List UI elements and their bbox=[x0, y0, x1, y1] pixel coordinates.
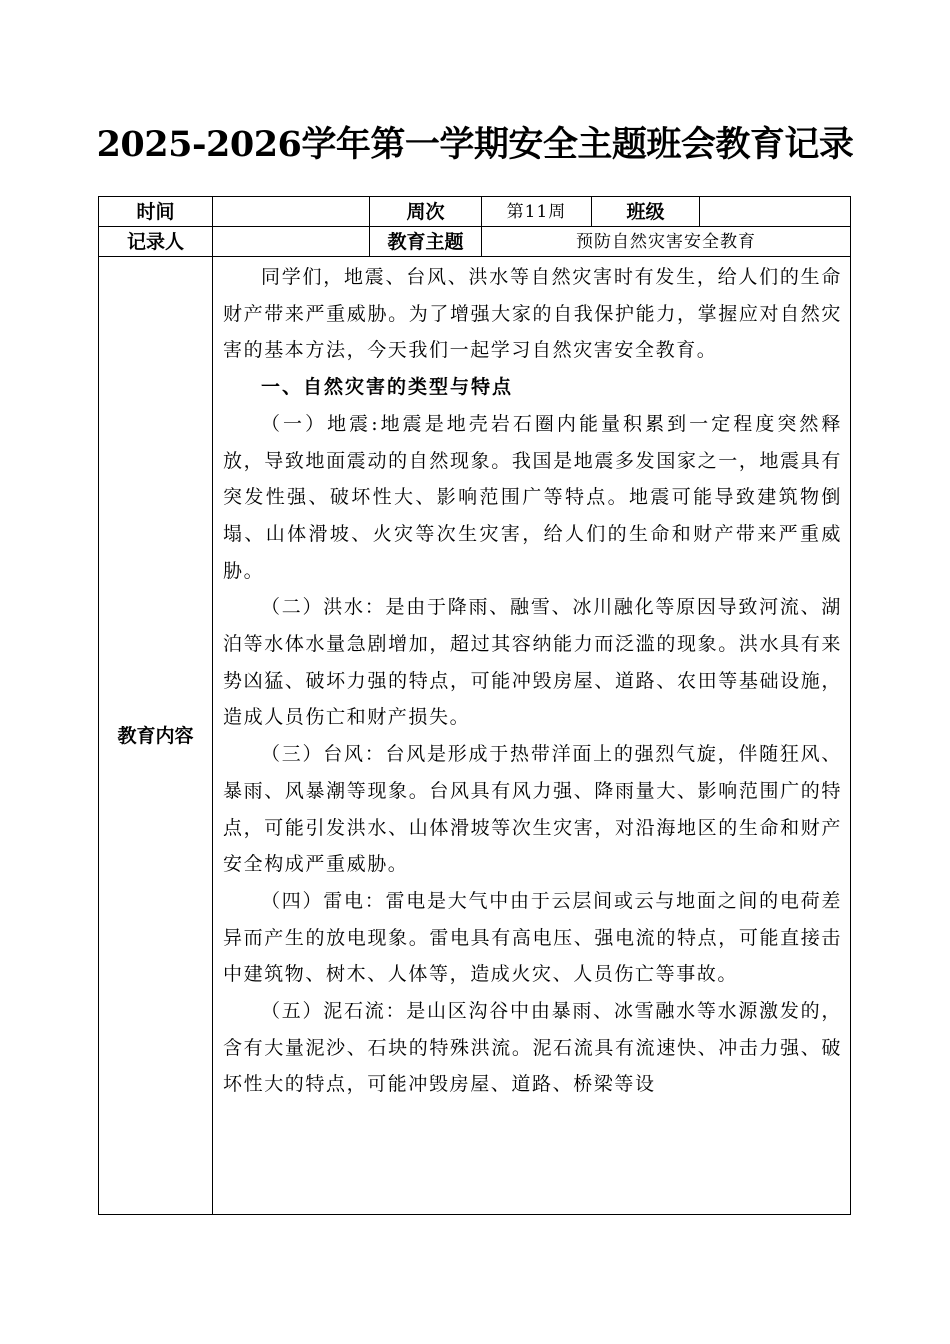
table-row-content bbox=[99, 257, 851, 1215]
week-value: 第11周 bbox=[482, 197, 592, 227]
recorder-value bbox=[213, 227, 370, 257]
table-row-recorder bbox=[99, 227, 851, 257]
recorder-label: 记录人 bbox=[99, 227, 213, 257]
class-label: 班级 bbox=[592, 197, 700, 227]
week-label: 周次 bbox=[370, 197, 482, 227]
section-heading: 一、自然灾害的类型与特点 bbox=[261, 376, 514, 399]
paragraph-earthquake: （一）地震:地震是地壳岩石圈内能量积累到一定程度突然释放，导致地面震动的自然现象。我国是地震多发国家之一，地震具有突发性强、破坏性大、影响范围广等特点。地震可能导致建筑物倒塌、山体滑坡、火灾等次生灾害，给人们的生命和财产带来严重威胁。 bbox=[223, 412, 842, 582]
table-row-time bbox=[99, 197, 851, 227]
content-label: 教育内容 bbox=[99, 257, 213, 1215]
paragraph-lightning: （四）雷电：雷电是大气中由于云层间或云与地面之间的电荷差异而产生的放电现象。雷电具有高电压、强电流的特点，可能直接击中建筑物、树木、人体等，造成火灾、人员伤亡等事故。 bbox=[223, 889, 842, 986]
paragraph-flood: （二）洪水：是由于降雨、融雪、冰川融化等原因导致河流、湖泊等水体水量急剧增加，超过其容纳能力而泛滥的现象。洪水具有来势凶猛、破坏力强的特点，可能冲毁房屋、道路、农田等基础设施，造成人员伤亡和财产损失。 bbox=[223, 596, 842, 729]
intro-paragraph: 同学们，地震、台风、洪水等自然灾害时有发生，给人们的生命财产带来严重威胁。为了增强大家的自我保护能力，掌握应对自然灾害的基本方法，今天我们一起学习自然灾害安全教育。 bbox=[223, 266, 842, 362]
content-cell bbox=[213, 257, 851, 1215]
record-table bbox=[98, 196, 851, 1215]
time-label: 时间 bbox=[99, 197, 213, 227]
theme-value: 预防自然灾害安全教育 bbox=[482, 227, 851, 257]
page-title: 2025-2026学年第一学期安全主题班会教育记录 bbox=[96, 124, 854, 165]
paragraph-debris-flow: （五）泥石流：是山区沟谷中由暴雨、冰雪融水等水源激发的，含有大量泥沙、石块的特殊洪流。泥石流具有流速快、冲击力强、破坏性大的特点，可能冲毁房屋、道路、桥梁等设 bbox=[223, 1000, 842, 1096]
time-value bbox=[213, 197, 370, 227]
content-body bbox=[213, 257, 850, 1214]
class-value bbox=[700, 197, 851, 227]
paragraph-typhoon: （三）台风：台风是形成于热带洋面上的强烈气旋，伴随狂风、暴雨、风暴潮等现象。台风具有风力强、降雨量大、影响范围广的特点，可能引发洪水、山体滑坡等次生灾害，对沿海地区的生命和财产安全构成严重威胁。 bbox=[223, 743, 842, 876]
theme-label: 教育主题 bbox=[370, 227, 482, 257]
